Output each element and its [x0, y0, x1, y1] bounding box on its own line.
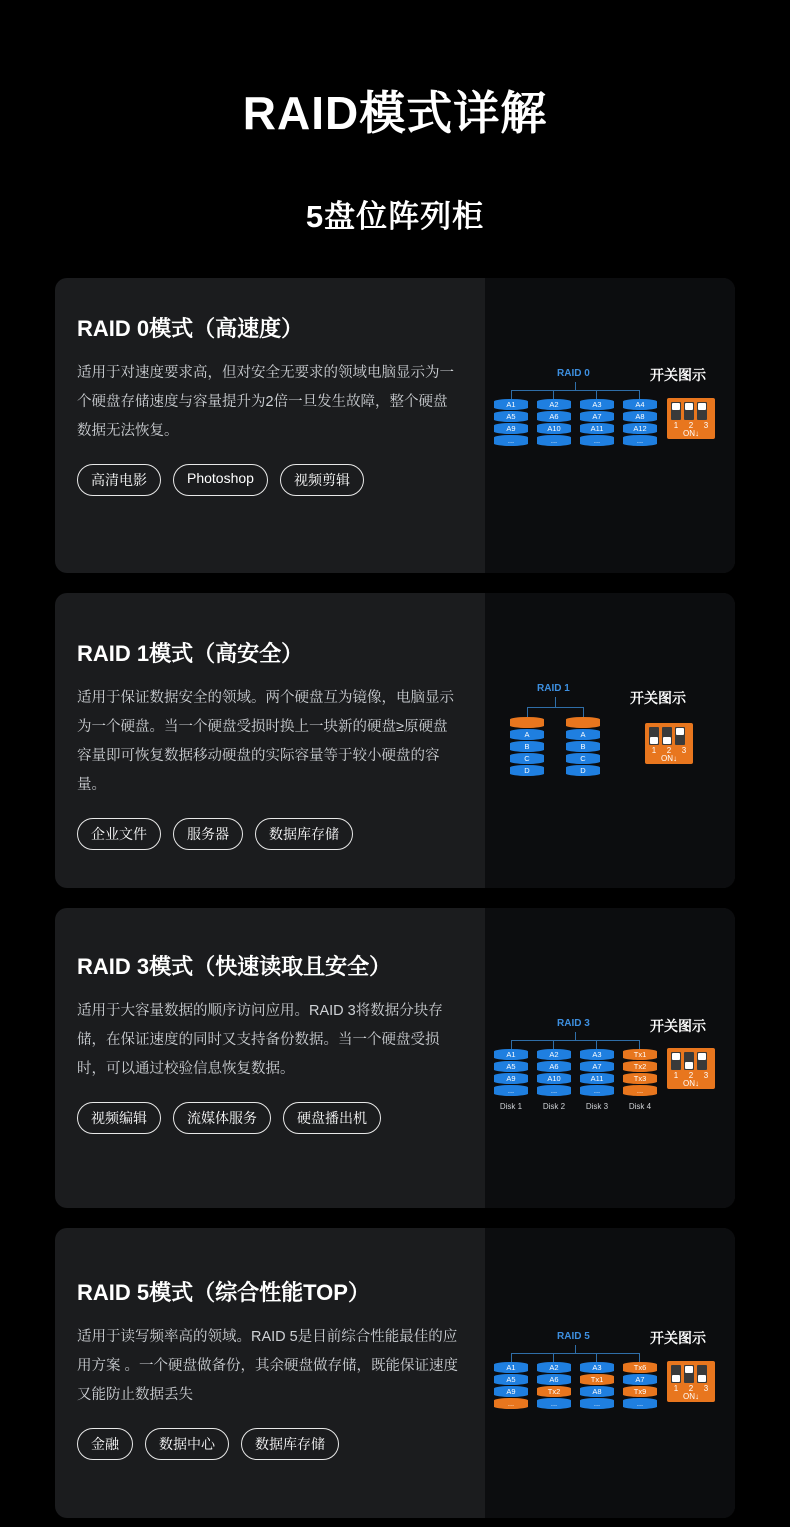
- page-title: RAID模式详解: [242, 87, 548, 139]
- tree-line: [527, 707, 583, 709]
- dip-on-label: ON↓: [683, 1391, 699, 1401]
- tag-item[interactable]: 视频编辑: [77, 1102, 161, 1134]
- tree-line: [583, 707, 585, 717]
- disk-block: A10: [537, 423, 571, 434]
- disk-block: D: [510, 765, 544, 776]
- tag-item[interactable]: 数据库存储: [255, 818, 353, 850]
- disk-block: Tx9: [623, 1386, 657, 1397]
- raid-diagram: [485, 278, 735, 573]
- dip-number: 3: [703, 420, 709, 430]
- disk-block: A1: [494, 1049, 528, 1060]
- disk-block: ...: [623, 435, 657, 446]
- card-diagram-panel: [485, 1228, 735, 1518]
- dip-switch-2[interactable]: [684, 1365, 694, 1383]
- dip-number: 3: [703, 1383, 709, 1393]
- dip-on-label: ON↓: [683, 1078, 699, 1088]
- tree-line: [553, 1353, 555, 1362]
- tree-line: [596, 1353, 598, 1362]
- disk-stack: [623, 1362, 657, 1410]
- tree-line: [527, 707, 529, 717]
- disk-block: A3: [580, 1362, 614, 1373]
- disk-label: Disk 3: [585, 1101, 609, 1111]
- disk-block: A8: [580, 1386, 614, 1397]
- card-content: [55, 278, 485, 573]
- card-description: 适用于大容量数据的顺序访问应用。RAID 3将数据分块存储，在保证速度的同时又支持备份数据。当一个硬盘受损时，可以通过校验信息恢复数据。: [77, 1002, 443, 1077]
- card-diagram-panel: [485, 593, 735, 888]
- dip-number: 1: [651, 745, 657, 755]
- raid-diagram: [485, 908, 735, 1208]
- disk-block: ...: [537, 435, 571, 446]
- disk-block: ...: [537, 1085, 571, 1096]
- dip-on-label: ON↓: [683, 428, 699, 438]
- tree-line: [511, 1353, 639, 1355]
- disk-stack: [537, 399, 571, 447]
- dip-switch-row[interactable]: [671, 402, 711, 420]
- tag-item[interactable]: 金融: [77, 1428, 133, 1460]
- dip-switch-3[interactable]: [675, 727, 685, 745]
- dip-number: 3: [681, 745, 687, 755]
- switch-label: 开关图示: [650, 366, 706, 383]
- tag-list: [77, 1102, 459, 1134]
- dip-switch-1[interactable]: [671, 402, 681, 420]
- disk-stack: [580, 1362, 614, 1410]
- tag-item[interactable]: 视频剪辑: [280, 464, 364, 496]
- dip-on-label: ON↓: [661, 753, 677, 763]
- tree-line: [511, 1040, 513, 1049]
- tree-line: [639, 1353, 641, 1362]
- dip-switch-2[interactable]: [684, 402, 694, 420]
- disk-block: A2: [537, 1049, 571, 1060]
- disk-stack: [494, 1362, 528, 1410]
- disk-block: ...: [537, 1398, 571, 1409]
- disk-block: Tx6: [623, 1362, 657, 1373]
- disk-label: Disk 2: [542, 1101, 566, 1111]
- tag-list: [77, 464, 459, 496]
- dip-number: 2: [688, 420, 694, 430]
- diagram-label: RAID 5: [557, 1330, 590, 1342]
- dip-switch-1[interactable]: [671, 1365, 681, 1383]
- disk-block: A7: [580, 411, 614, 422]
- dip-number: 1: [673, 1383, 679, 1393]
- tree-line: [553, 390, 555, 399]
- disk-block: ...: [580, 1085, 614, 1096]
- disk-block: C: [566, 753, 600, 764]
- disk-block: A6: [537, 411, 571, 422]
- disk-block: A3: [580, 1049, 614, 1060]
- dip-switch[interactable]: [667, 398, 715, 439]
- disk-stack: [510, 717, 544, 777]
- disk-block: A4: [623, 399, 657, 410]
- disk-block: ...: [580, 1398, 614, 1409]
- tag-item[interactable]: 服务器: [173, 818, 243, 850]
- disk-block: A6: [537, 1061, 571, 1072]
- disk-block: A11: [580, 423, 614, 434]
- disk-block: A5: [494, 1374, 528, 1385]
- disk-block: Tx1: [623, 1049, 657, 1060]
- tag-item[interactable]: 企业文件: [77, 818, 161, 850]
- card-title: RAID 3模式（快速读取且安全）: [77, 953, 392, 979]
- raid-diagram: [485, 1228, 735, 1518]
- disk-block: A9: [494, 423, 528, 434]
- disk-stack: [580, 1049, 614, 1097]
- tag-list: [77, 1428, 459, 1460]
- tree-line: [511, 390, 513, 399]
- card-title: RAID 5模式（综合性能TOP）: [77, 1279, 370, 1305]
- dip-switch-3[interactable]: [697, 1052, 707, 1070]
- disk-block: ...: [580, 435, 614, 446]
- disk-label: Disk 1: [499, 1101, 523, 1111]
- disk-block: ...: [494, 435, 528, 446]
- disk-block: Tx2: [623, 1061, 657, 1072]
- tree-line: [553, 1040, 555, 1049]
- diagram-label: RAID 0: [557, 367, 590, 379]
- disk-block: Tx2: [537, 1386, 571, 1397]
- dip-switch[interactable]: [667, 1361, 715, 1402]
- tree-line: [639, 1040, 641, 1049]
- card-description: 适用于读写频率高的领域。RAID 5是目前综合性能最佳的应用方案 。一个硬盘做备份，其余硬盘做存储，既能保证速度又能防止数据丢失: [77, 1328, 459, 1403]
- page-subtitle: 5盘位阵列柜: [305, 198, 485, 234]
- tree-line: [639, 390, 641, 399]
- tree-line: [575, 1345, 577, 1353]
- card-diagram-panel: [485, 908, 735, 1208]
- disk-block: Tx3: [623, 1073, 657, 1084]
- disk-block: A3: [580, 399, 614, 410]
- dip-switch-1[interactable]: [649, 727, 659, 745]
- dip-switch-row[interactable]: [649, 727, 689, 745]
- dip-switch[interactable]: [667, 1048, 715, 1089]
- tag-list: [77, 818, 459, 850]
- tag-item[interactable]: 高清电影: [77, 464, 161, 496]
- raid-card: [55, 278, 735, 573]
- switch-label: 开关图示: [650, 1329, 706, 1346]
- dip-switch[interactable]: [645, 723, 693, 764]
- disk-block: A6: [537, 1374, 571, 1385]
- card-content: [55, 908, 485, 1208]
- disk-block: B: [510, 741, 544, 752]
- dip-number: 2: [688, 1070, 694, 1080]
- disk-stack: [623, 399, 657, 447]
- tag-item[interactable]: 流媒体服务: [173, 1102, 271, 1134]
- disk-stack: [494, 1049, 528, 1097]
- dip-switch-2[interactable]: [684, 1052, 694, 1070]
- disk-label: Disk 4: [628, 1101, 652, 1111]
- disk-stack: [494, 399, 528, 447]
- tag-item[interactable]: Photoshop: [173, 464, 268, 496]
- disk-block: A1: [494, 1362, 528, 1373]
- tree-line: [575, 1032, 577, 1040]
- dip-switch-2[interactable]: [662, 727, 672, 745]
- dip-switch-row[interactable]: [671, 1052, 711, 1070]
- dip-number: 3: [703, 1070, 709, 1080]
- disk-block: [510, 717, 544, 728]
- disk-block: ...: [494, 1085, 528, 1096]
- disk-block: A5: [494, 1061, 528, 1072]
- dip-switch-1[interactable]: [671, 1052, 681, 1070]
- card-title: RAID 0模式（高速度）: [77, 315, 304, 341]
- disk-stack: [580, 399, 614, 447]
- disk-block: C: [510, 753, 544, 764]
- disk-block: A5: [494, 411, 528, 422]
- diagram-label: RAID 3: [557, 1017, 590, 1029]
- disk-block: A7: [580, 1061, 614, 1072]
- tag-item[interactable]: 数据中心: [145, 1428, 229, 1460]
- disk-block: A11: [580, 1073, 614, 1084]
- raid-card: [55, 1228, 735, 1518]
- dip-switch-3[interactable]: [697, 402, 707, 420]
- tree-line: [511, 390, 639, 392]
- disk-block: A7: [623, 1374, 657, 1385]
- raid-card: [55, 593, 735, 888]
- card-description: 适用于保证数据安全的领域。两个硬盘互为镜像，电脑显示为一个硬盘。当一个硬盘受损时换上一块新的硬盘≥原硬盘容量即可恢复数据移动硬盘的实际容量等于较小硬盘的容量。: [77, 689, 454, 793]
- disk-block: B: [566, 741, 600, 752]
- tree-line: [511, 1040, 639, 1042]
- tree-line: [511, 1353, 513, 1362]
- disk-block: ...: [623, 1398, 657, 1409]
- raid-card-list: [0, 278, 790, 1518]
- card-title: RAID 1模式（高安全）: [77, 640, 304, 666]
- tree-line: [596, 390, 598, 399]
- dip-number: 2: [666, 745, 672, 755]
- disk-block: A: [566, 729, 600, 740]
- diagram-label: RAID 1: [537, 682, 570, 694]
- disk-block: A2: [537, 1362, 571, 1373]
- dip-number: 2: [688, 1383, 694, 1393]
- disk-block: A1: [494, 399, 528, 410]
- tree-line: [555, 697, 557, 707]
- disk-stack: [566, 717, 600, 777]
- card-diagram-panel: [485, 278, 735, 573]
- disk-block: ...: [623, 1085, 657, 1096]
- disk-block: A9: [494, 1073, 528, 1084]
- disk-stack: [623, 1049, 657, 1097]
- disk-block: A9: [494, 1386, 528, 1397]
- card-content: [55, 1228, 485, 1518]
- tree-line: [575, 382, 577, 390]
- tag-item[interactable]: 硬盘播出机: [283, 1102, 381, 1134]
- disk-block: A2: [537, 399, 571, 410]
- dip-number: 1: [673, 420, 679, 430]
- disk-block: D: [566, 765, 600, 776]
- raid-card: [55, 908, 735, 1208]
- dip-switch-3[interactable]: [697, 1365, 707, 1383]
- disk-block: Tx1: [580, 1374, 614, 1385]
- disk-stack: [537, 1362, 571, 1410]
- card-content: [55, 593, 485, 888]
- disk-block: A: [510, 729, 544, 740]
- disk-block: ...: [494, 1398, 528, 1409]
- switch-label: 开关图示: [630, 689, 686, 706]
- disk-stack: [537, 1049, 571, 1097]
- dip-switch-row[interactable]: [671, 1365, 711, 1383]
- tag-item[interactable]: 数据库存储: [241, 1428, 339, 1460]
- switch-label: 开关图示: [650, 1017, 706, 1034]
- disk-block: A10: [537, 1073, 571, 1084]
- raid-diagram: [485, 593, 735, 888]
- card-description: 适用于对速度要求高，但对安全无要求的领域电脑显示为一个硬盘存储速度与容量提升为2倍一旦发生故障，整个硬盘数据无法恢复。: [77, 364, 454, 439]
- disk-block: [566, 717, 600, 728]
- dip-number: 1: [673, 1070, 679, 1080]
- tree-line: [596, 1040, 598, 1049]
- disk-block: A8: [623, 411, 657, 422]
- disk-block: A12: [623, 423, 657, 434]
